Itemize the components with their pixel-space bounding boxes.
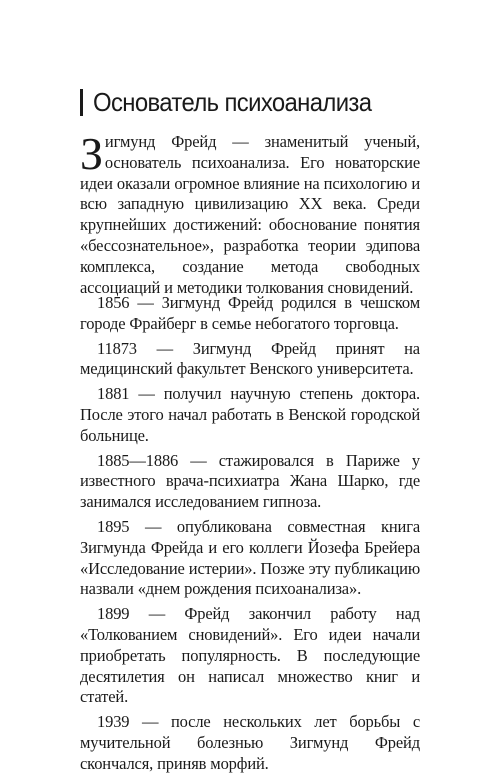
timeline-event: 1856 — Зигмунд Фрейд родился в чешском городе Фрайберг в семье небогатого торговца.	[80, 293, 420, 333]
chapter-heading	[80, 85, 440, 119]
drop-cap: З	[80, 128, 103, 179]
timeline-event: 1885—1886 — стажировался в Париже у известного врача-психиатра Жана Шарко, где занимался исследованием гипноза.	[80, 450, 420, 512]
timeline-event: 1899 — Фрейд закончил работу над «Толкованием сновидений». Его идеи начали приобретать популярность. В последующие десятилетия он написал множество книг и статей.	[80, 604, 420, 707]
timeline-event: 1881 — получил научную степень доктора. После этого начал работать в Венской городской больнице.	[80, 384, 420, 445]
heading-bar	[80, 89, 83, 116]
timeline-event: 11873 — Зигмунд Фрейд принят на медицинский факультет Венского университета.	[80, 338, 420, 379]
timeline	[80, 293, 420, 775]
intro-text: игмунд Фрейд — знаменитый ученый, основатель психоанализа. Его новаторские идеи оказали огромное влияние на психологию и всю западную цивилизацию XX века. Среди крупнейших достижений: обоснование понятия «бессознательное», разработка теории эдипова комплекса, создание метода свободных ассоциаций и методики толкования сновидений.	[80, 132, 420, 297]
timeline-event: 1895 — опубликована совместная книга Зигмунда Фрейда и его коллеги Йозефа Брейера «Исследование истерии». Позже эту публикацию назвали «днем рождения психоанализа».	[80, 516, 420, 599]
intro-paragraph	[80, 128, 420, 298]
chapter-title: Основатель психоанализа	[93, 87, 372, 117]
timeline-event: 1939 — после нескольких лет борьбы с мучительной болезнью Зигмунд Фрейд скончался, приняв морфий.	[80, 712, 420, 773]
